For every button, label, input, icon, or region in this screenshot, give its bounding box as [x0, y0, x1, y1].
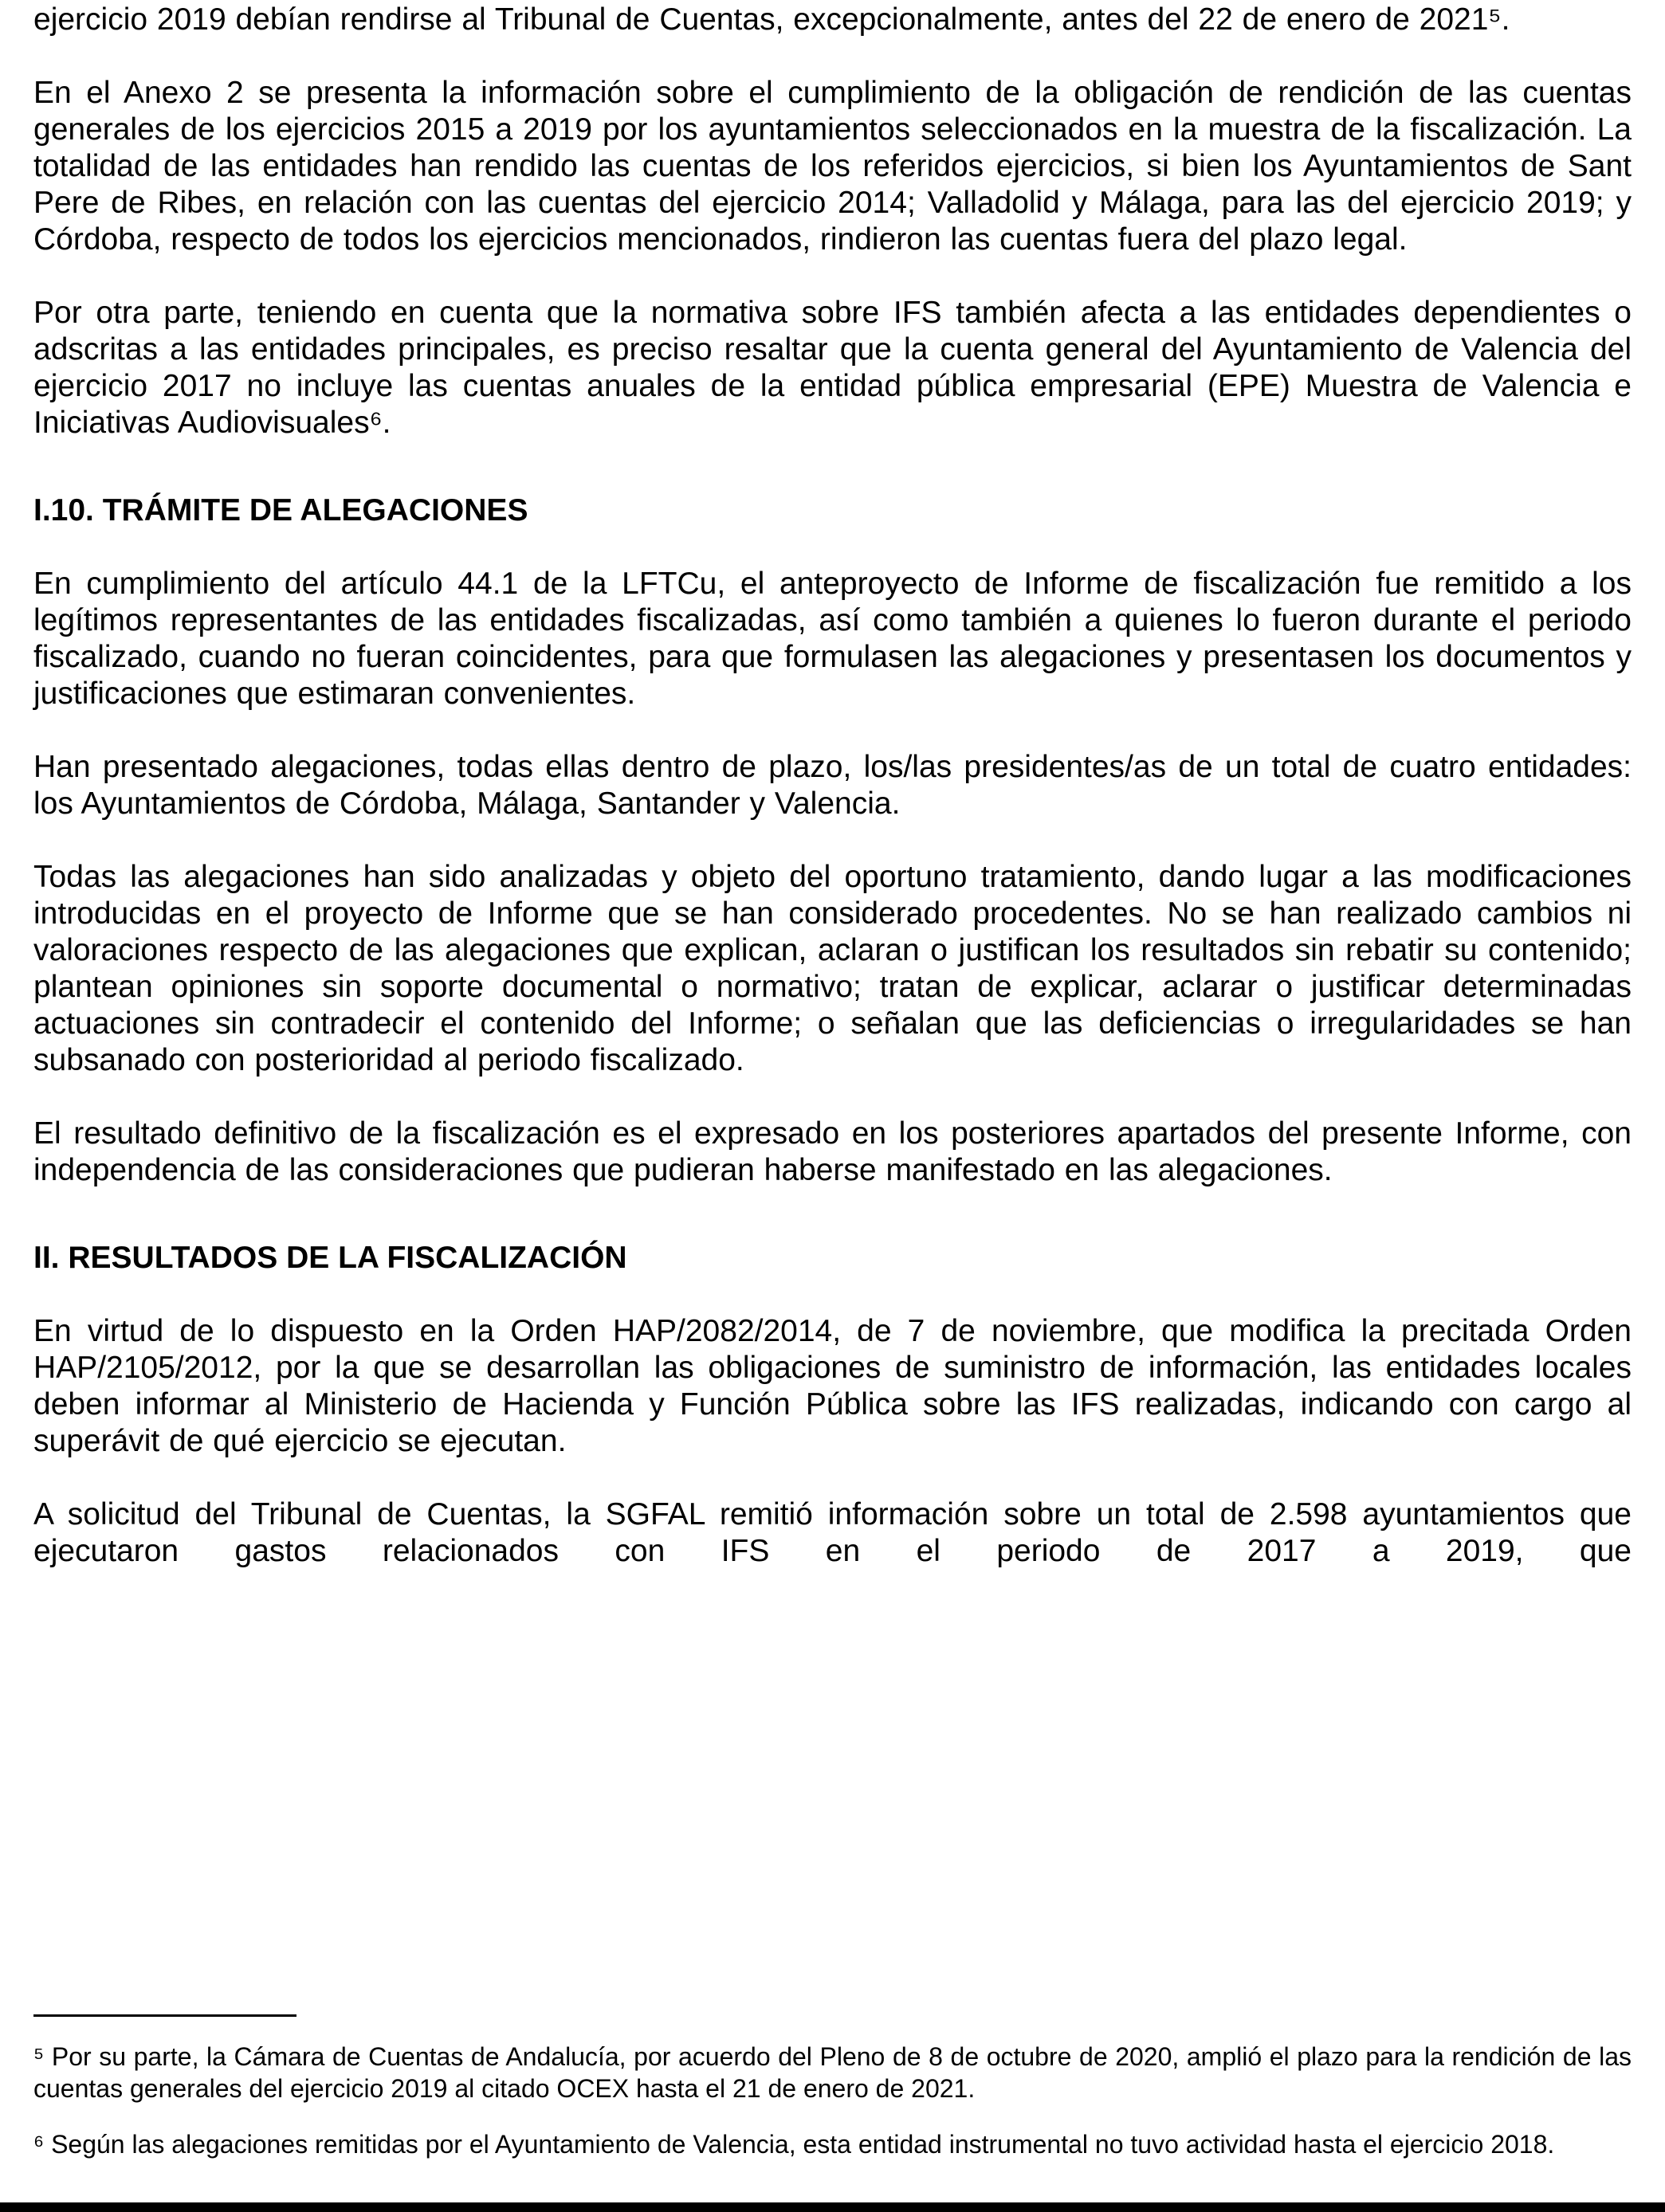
paragraph-rendicion-plazo: ejercicio 2019 debían rendirse al Tribunal de Cuentas, excepcionalmente, antes del 22 de enero de 2021⁵.: [33, 2, 1510, 37]
footnote-separator-rule: [33, 2014, 296, 2017]
paragraph-alegaciones-presentadas: Han presentado alegaciones, todas ellas dentro de plazo, los/las presidentes/as de un total de cuatro entidades: los Ayuntamientos de Córdoba, Málaga, Santander y Valencia.: [33, 750, 1632, 821]
document-body: [33, 2, 1632, 1606]
paragraph-anexo-2: En el Anexo 2 se presenta la información sobre el cumplimiento de la obligación de rendición de las cuentas generales de los ejercicios 2015 a 2019 por los ayuntamientos seleccionados en la muestra de la fiscalización. La totalidad de las entidades han rendido las cuentas de los referidos ejercicios, si bien los Ayuntamientos de Sant Pere de Ribes, en relación con las cuentas del ejercicio 2014; Valladolid y Málaga, para las del ejercicio 2019; y Córdoba, respecto de todos los ejercicios mencionados, rindieron las cuentas fuera del plazo legal.: [33, 76, 1632, 257]
paragraph-solicitud-sgfal: A solicitud del Tribunal de Cuentas, la SGFAL remitió información sobre un total de 2.598 ayuntamientos que ejecutaron gastos relacionados con IFS en el periodo de 2017 a 2019, que: [33, 1497, 1632, 1568]
section-heading-tramite-alegaciones: I.10. TRÁMITE DE ALEGACIONES: [33, 493, 528, 528]
section-heading-resultados-fiscalizacion: II. RESULTADOS DE LA FISCALIZACIÓN: [33, 1241, 627, 1275]
paragraph-analisis-alegaciones: Todas las alegaciones han sido analizadas y objeto del oportuno tratamiento, dando lugar a las modificaciones introducidas en el proyecto de Informe que se han considerado procedentes. No se han realizado cambios ni valoraciones respecto de las alegaciones que explican, aclaran o justifican los resultados sin rebatir su contenido; plantean opiniones sin soporte documental o normativo; tratan de explicar, aclarar o justificar determinadas actuaciones sin contradecir el contenido del Informe; o señalan que las deficiencias o irregularidades se han subsanado con posterioridad al periodo fiscalizado.: [33, 860, 1632, 1077]
paragraph-orden-hap: En virtud de lo dispuesto en la Orden HAP/2082/2014, de 7 de noviembre, que modifica la precitada Orden HAP/2105/2012, por la que se desarrollan las obligaciones de suministro de información, las entidades locales deben informar al Ministerio de Hacienda y Función Pública sobre las IFS realizadas, indicando con cargo al superávit de qué ejercicio se ejecutan.: [33, 1314, 1632, 1458]
footnotes-section: [33, 2014, 1632, 2184]
footnote-5: ⁵ Por su parte, la Cámara de Cuentas de Andalucía, por acuerdo del Pleno de 8 de octubre de 2020, amplió el plazo para la rendición de las cuentas generales del ejercicio 2019 al citado OCEX hasta el 21 de enero de 2021.: [33, 2042, 1632, 2103]
paragraph-entidades-dependientes: Por otra parte, teniendo en cuenta que la normativa sobre IFS también afecta a las entidades dependientes o adscritas a las entidades principales, es preciso resaltar que la cuenta general del Ayuntamiento de Valencia del ejercicio 2017 no incluye las cuentas anuales de la entidad pública empresarial (EPE) Muestra de Valencia e Iniciativas Audiovisuales⁶.: [33, 296, 1632, 440]
page-bottom-edge: [0, 2202, 1665, 2212]
footnote-6: ⁶ Según las alegaciones remitidas por el Ayuntamiento de Valencia, esta entidad instrumental no tuvo actividad hasta el ejercicio 2018.: [33, 2130, 1555, 2159]
paragraph-articulo-44-lftcu: En cumplimiento del artículo 44.1 de la LFTCu, el anteproyecto de Informe de fiscalización fue remitido a los legítimos representantes de las entidades fiscalizadas, así como también a quienes lo fueron durante el periodo fiscalizado, cuando no fueran coincidentes, para que formulasen las alegaciones y presentasen los documentos y justificaciones que estimaran convenientes.: [33, 567, 1632, 711]
paragraph-resultado-definitivo: El resultado definitivo de la fiscalización es el expresado en los posteriores apartados del presente Informe, con independencia de las consideraciones que pudieran haberse manifestado en las alegaciones.: [33, 1116, 1632, 1187]
